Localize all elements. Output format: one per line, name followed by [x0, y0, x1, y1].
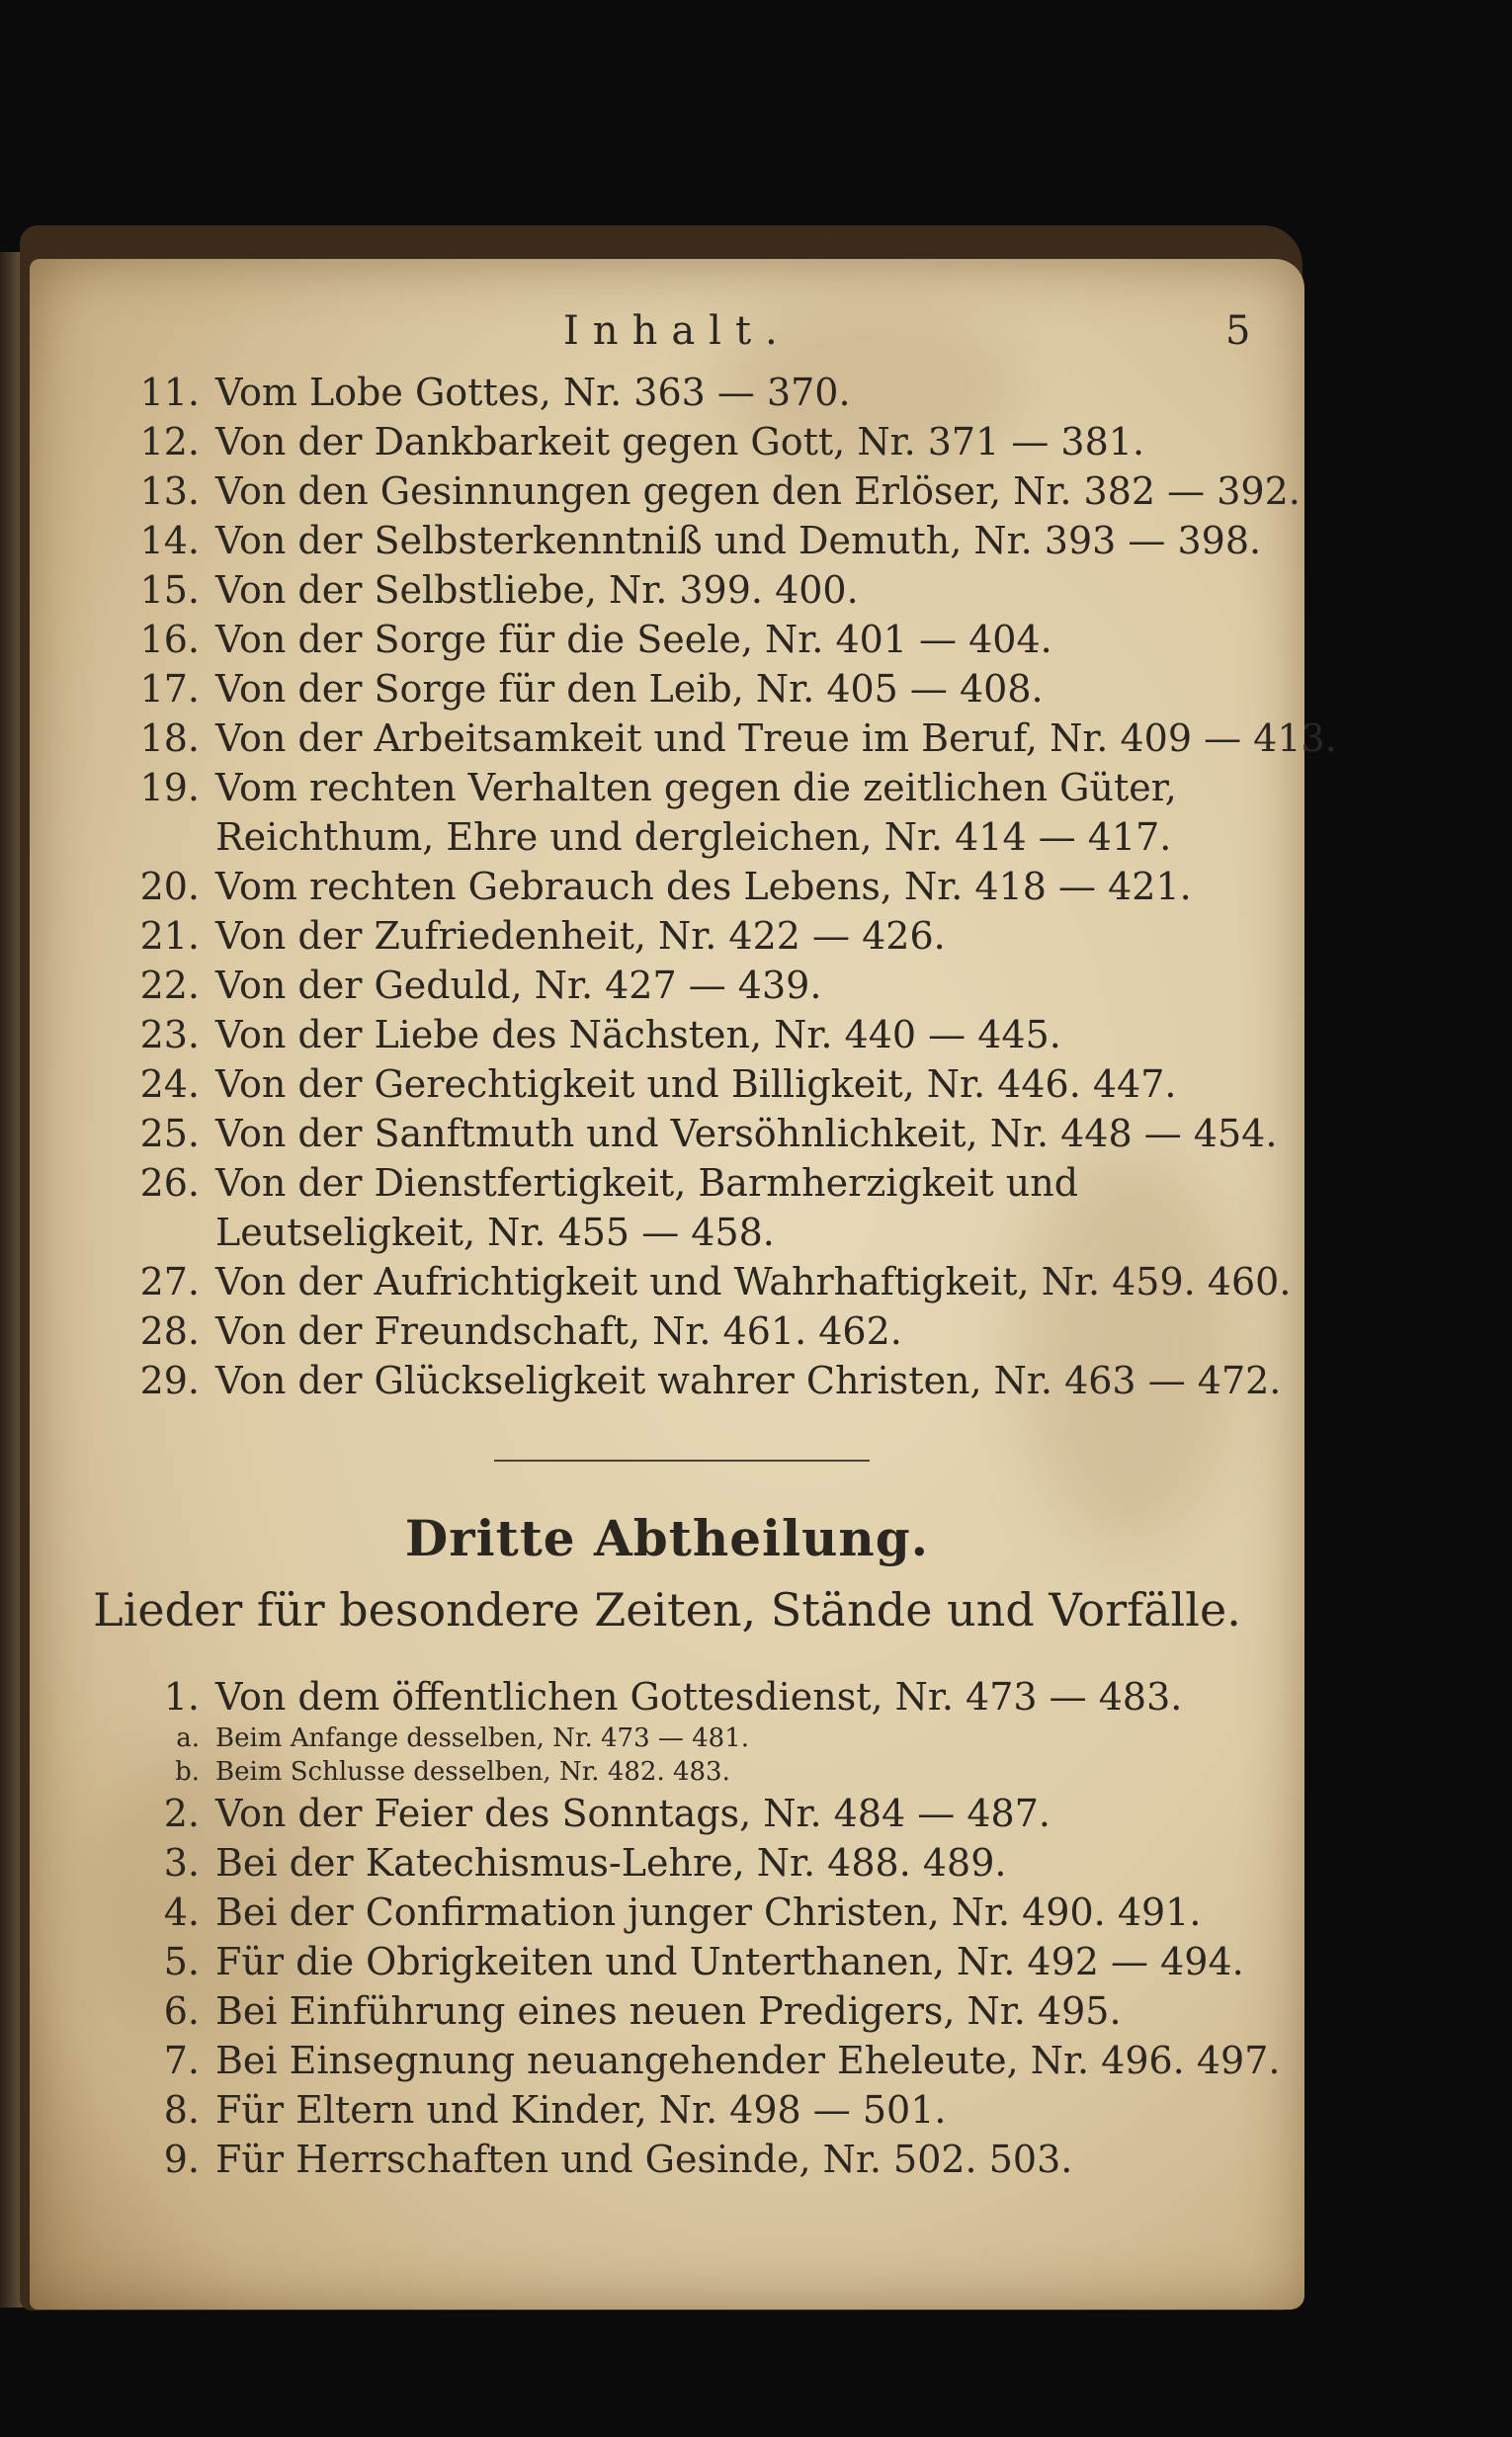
entry-number: 17. [139, 667, 200, 711]
entry-number: 12. [139, 420, 200, 463]
toc-entry [128, 2135, 1295, 2184]
entry-text: Bei der Katechismus-Lehre, Nr. 488. 489. [215, 1841, 1007, 1885]
entry-text: Von der Liebe des Nächsten, Nr. 440 — 445. [215, 1013, 1061, 1056]
entry-text: Von den Gesinnungen gegen den Erlöser, Nr. 382 — 392. [215, 469, 1301, 513]
entry-text: Von der Dankbarkeit gegen Gott, Nr. 371 — 381. [215, 420, 1145, 463]
entry-text: Von der Geduld, Nr. 427 — 439. [215, 964, 822, 1007]
toc-entry [128, 1306, 1295, 1356]
toc-entry [128, 1672, 1295, 1722]
entry-text: Von der Freundschaft, Nr. 461. 462. [215, 1309, 902, 1353]
entry-number: 27. [139, 1260, 200, 1303]
entry-number: 1. [163, 1675, 200, 1719]
entry-text: Beim Anfange desselben, Nr. 473 — 481. [215, 1723, 750, 1753]
entry-number: 13. [139, 469, 200, 513]
book-page [30, 259, 1337, 2310]
entry-number: 22. [139, 964, 200, 1007]
entry-text: Von der Zufriedenheit, Nr. 422 — 426. [215, 914, 946, 958]
toc-entry [128, 2085, 1295, 2135]
section-divider [494, 1460, 870, 1462]
entry-number: 15. [139, 568, 200, 612]
entry-text: Bei der Confirmation junger Christen, Nr. 490. 491. [215, 1891, 1202, 1934]
toc-entry [128, 1986, 1295, 2036]
entry-number: 21. [139, 914, 200, 958]
entry-number: 19. [139, 766, 200, 809]
toc-entry [128, 2036, 1295, 2085]
entry-text: Von der Selbstliebe, Nr. 399. 400. [215, 568, 859, 612]
toc-list [128, 368, 1337, 1405]
entry-number: 16. [139, 618, 200, 661]
entry-text: Vom rechten Gebrauch des Lebens, Nr. 418 — 421. [215, 865, 1192, 908]
toc-entry [128, 961, 1295, 1010]
toc-subentry [128, 1755, 1295, 1789]
entry-number: 6. [163, 1989, 200, 2033]
toc-entry [128, 516, 1295, 565]
page-header [30, 308, 1304, 368]
entry-text: Bei Einführung eines neuen Predigers, Nr. 495. [215, 1989, 1122, 2033]
toc-entry [128, 664, 1295, 714]
entry-text: Bei Einsegnung neuangehender Eheleute, Nr. 496. 497. [215, 2039, 1281, 2082]
toc-entry [128, 1010, 1295, 1059]
entry-text: Von der Sorge für die Seele, Nr. 401 — 404. [215, 618, 1052, 661]
entry-text: Von der Gerechtigkeit und Billigkeit, Nr. 446. 447. [215, 1062, 1177, 1106]
toc-entry [128, 565, 1295, 615]
entry-text: Von dem öffentlichen Gottesdienst, Nr. 473 — 483. [215, 1675, 1183, 1719]
entry-number: 3. [163, 1841, 200, 1885]
entry-text: Beim Schlusse desselben, Nr. 482. 483. [215, 1757, 730, 1787]
entry-text: Von der Glückseligkeit wahrer Christen, Nr. 463 — 472. [215, 1359, 1282, 1402]
toc-entry [128, 368, 1295, 417]
toc-entry [128, 1109, 1295, 1158]
entry-number: 26. [139, 1161, 200, 1205]
entry-text: Vom Lobe Gottes, Nr. 363 — 370. [215, 371, 851, 414]
entry-number: 2. [163, 1792, 200, 1835]
toc-entry [128, 763, 1295, 862]
running-title: Inhalt. [563, 308, 792, 354]
entry-number: 5. [163, 1940, 200, 1983]
entry-text: Von der Sorge für den Leib, Nr. 405 — 408. [215, 667, 1044, 711]
toc-entry [128, 1158, 1295, 1257]
toc-entry [128, 1059, 1295, 1109]
entry-number: 28. [139, 1309, 200, 1353]
page-number: 5 [1225, 308, 1251, 354]
section-subtitle: Lieder für besondere Zeiten, Stände und Vorfälle. [93, 1583, 1241, 1637]
section-title: Dritte Abtheilung. [404, 1509, 930, 1567]
entry-text: Für Eltern und Kinder, Nr. 498 — 501. [215, 2088, 947, 2132]
entry-text: Von der Selbsterkenntniß und Demuth, Nr. 393 — 398. [215, 519, 1262, 562]
entry-number: 25. [139, 1112, 200, 1155]
entry-number: 8. [163, 2088, 200, 2132]
toc-entry [128, 1257, 1295, 1306]
toc-entry [128, 466, 1301, 516]
toc-subentry [128, 1722, 1295, 1755]
toc-entry [128, 1356, 1295, 1405]
entry-text: Vom rechten Verhalten gegen die zeitlichen Güter, Reichthum, Ehre und dergleichen, Nr. 414 — 417. [215, 766, 1177, 859]
toc-entry [128, 911, 1295, 961]
entry-number: a. [176, 1723, 200, 1753]
entry-number: 18. [139, 716, 200, 760]
entry-text: Von der Dienstfertigkeit, Barmherzigkeit und Leutseligkeit, Nr. 455 — 458. [215, 1161, 1079, 1254]
entry-number: 7. [163, 2039, 200, 2082]
entry-number: b. [175, 1757, 200, 1787]
toc-list-section-3 [128, 1672, 1295, 2184]
toc-entry [128, 714, 1337, 763]
entry-text: Von der Arbeitsamkeit und Treue im Beruf, Nr. 409 — 413. [215, 716, 1337, 760]
entry-number: 9. [163, 2138, 200, 2181]
toc-entry [128, 1888, 1295, 1937]
toc-entry [128, 1838, 1295, 1888]
entry-number: 11. [139, 371, 200, 414]
toc-entry [128, 862, 1295, 911]
entry-number: 14. [139, 519, 200, 562]
toc-entry [128, 615, 1295, 664]
entry-number: 4. [163, 1891, 200, 1934]
entry-number: 20. [139, 865, 200, 908]
toc-entry [128, 1937, 1295, 1986]
entry-text: Von der Sanftmuth und Versöhnlichkeit, Nr. 448 — 454. [215, 1112, 1278, 1155]
entry-text: Von der Aufrichtigkeit und Wahrhaftigkeit, Nr. 459. 460. [215, 1260, 1292, 1303]
entry-text: Für die Obrigkeiten und Unterthanen, Nr. 492 — 494. [215, 1940, 1244, 1983]
entry-number: 23. [139, 1013, 200, 1056]
entry-text: Für Herrschaften und Gesinde, Nr. 502. 503. [215, 2138, 1073, 2181]
entry-number: 29. [139, 1359, 200, 1402]
toc-entry [128, 1789, 1295, 1838]
entry-text: Von der Feier des Sonntags, Nr. 484 — 487. [215, 1792, 1050, 1835]
entry-number: 24. [139, 1062, 200, 1106]
toc-entry [128, 417, 1295, 466]
